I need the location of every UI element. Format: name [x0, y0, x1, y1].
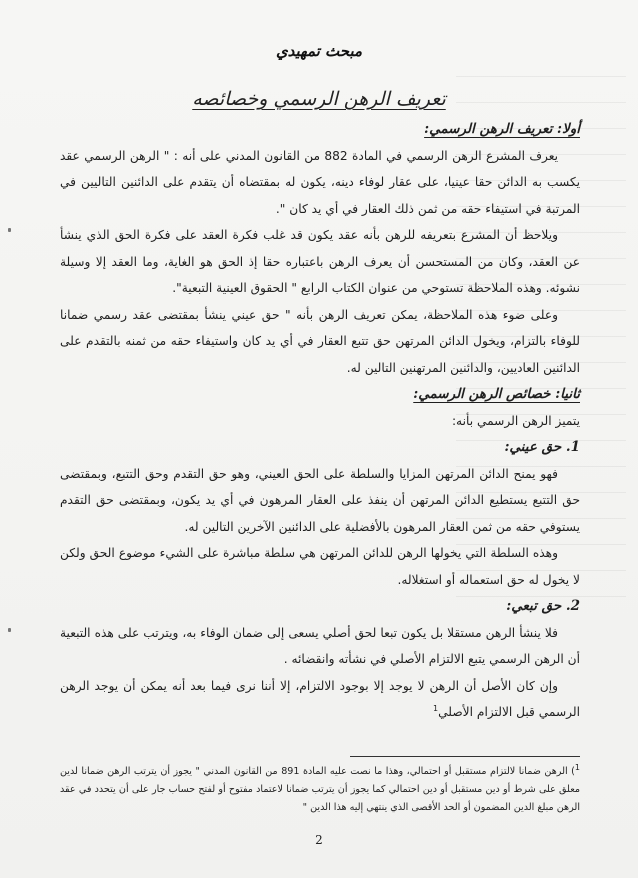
heading-characteristics: ثانيا: خصائص الرهن الرسمي:	[413, 386, 580, 402]
footnote-text: الرهن ضمانا لالتزام مستقبل أو احتمالي، وهذا ما نصت عليه المادة 891 من القانون المدني " يجوز أن يترتب الرهن ضمانا لدين معلق على شرط أو دين مستقبل أو دين احتمالي كما يجوز أن يترتب ضمانا لاعتماد مفتوح أو لفتح حساب جار على أن يتحدد في عقد الرهن مبلغ الدين المضمون أو الحد الأقصى الذي ينتهي إليه هذا الدين "	[60, 766, 580, 813]
paragraph: ويلاحظ أن المشرع بتعريفه للرهن بأنه عقد يكون قد غلب فكرة العقد على فكرة الحق الذي ينشأ عن العقد، وكان من المستحسن أن يعرف الرهن باعتباره حقا إذ الحق هو الغاية، وما العقد إلا وسيلة نشوئه. وهذه الملاحظة تستوحي من عنوان الكتاب الرابع " الحقوق العينية التبعية".	[60, 228, 580, 295]
body-content	[60, 116, 580, 726]
paragraph: يعرف المشرع الرهن الرسمي في المادة 882 من القانون المدني على أنه : " الرهن الرسمي عقد يكسب به الدائن حقا عينيا، على عقار لوفاء دينه، يكون له بمقتضاه أن يتقدم على الدائنين التاليين في المرتبة في استيفاء حقه من ثمن ذلك العقار في أي يد كان ".	[60, 148, 580, 216]
paragraph: وعلى ضوء هذه الملاحظة، يمكن تعريف الرهن بأنه " حق عيني ينشأ بمقتضى عقد رسمي ضمانا للوفاء بالتزام، ويخول الدائن المرتهن حق تتبع العقار في أي يد كان واستيفاء حقه من ثمنه بالتقدم على الدائنين العاديين، والدائنين المرتهنين التالين له.	[60, 307, 580, 375]
paragraph-text: وإن كان الأصل أن الرهن لا يوجد إلا بوجود الالتزام، إلا أننا نرى فيما بعد أنه يمكن أن يوجد الرهن الرسمي قبل الالتزام الأصلي	[60, 678, 580, 719]
paragraph: يتميز الرهن الرسمي بأنه:	[451, 413, 580, 428]
paragraph: فهو يمنح الدائن المرتهن المزايا والسلطة على الحق العيني، وهو حق التقدم وحق التتبع، وبمقتضى حق التتبع يستطيع الدائن المرتهن أن ينفذ على العقار المرهون في أي يد يكون، وبمقتضى حق التقدم يستوفي حقه من ثمن العقار المرهون بالأفضلية على الدائنين الآخرين التالين له.	[60, 466, 580, 534]
footnote-number: 1	[574, 762, 581, 772]
paragraph	[60, 673, 580, 726]
footnote: $^1$) الرهن ضمانا لالتزام مستقبل أو احتمالي، وهذا ما نصت عليه المادة 891 من القانون المدني " يجوز أن يترتب الرهن ضمانا لدين معلق على شرط أو دين مستقبل أو دين احتمالي كما يجوز أن يترتب ضمانا لاعتماد مفتوح أو لفتح حساب جار على أن يتحدد في عقد الرهن مبلغ الدين المضمون أو الحد الأقصى الذي ينتهي إليه هذا الدين "	[60, 762, 581, 813]
paragraph: فلا ينشأ الرهن مستقلا بل يكون تبعا لحق أصلي يسعى إلى ضمان الوفاء به، ويترتب على هذه التبعية أن الرهن الرسمي يتبع الالتزام الأصلي في نشأته وانقضائه .	[60, 625, 580, 666]
subheading-accessory-right: 2. حق تبعي:	[506, 598, 580, 614]
paragraph: وهذه السلطة التي يخولها الرهن للدائن المرتهن هي سلطة مباشرة على الشيء موضوع الحق ولكن لا يخول له حق استعماله أو استغلاله.	[60, 546, 580, 587]
margin-mark	[8, 628, 11, 632]
section-title: مبحث تمهيدي	[275, 42, 363, 60]
heading-definition: أولا: تعريف الرهن الرسمي:	[424, 121, 580, 137]
subheading-real-right: 1. حق عيني:	[504, 439, 580, 455]
main-title: تعريف الرهن الرسمي وخصائصه	[192, 88, 446, 110]
footnote-divider	[350, 756, 580, 757]
footnote-reference[interactable]: 1	[433, 703, 439, 713]
page-number: 2	[315, 833, 323, 847]
margin-mark	[8, 228, 11, 232]
